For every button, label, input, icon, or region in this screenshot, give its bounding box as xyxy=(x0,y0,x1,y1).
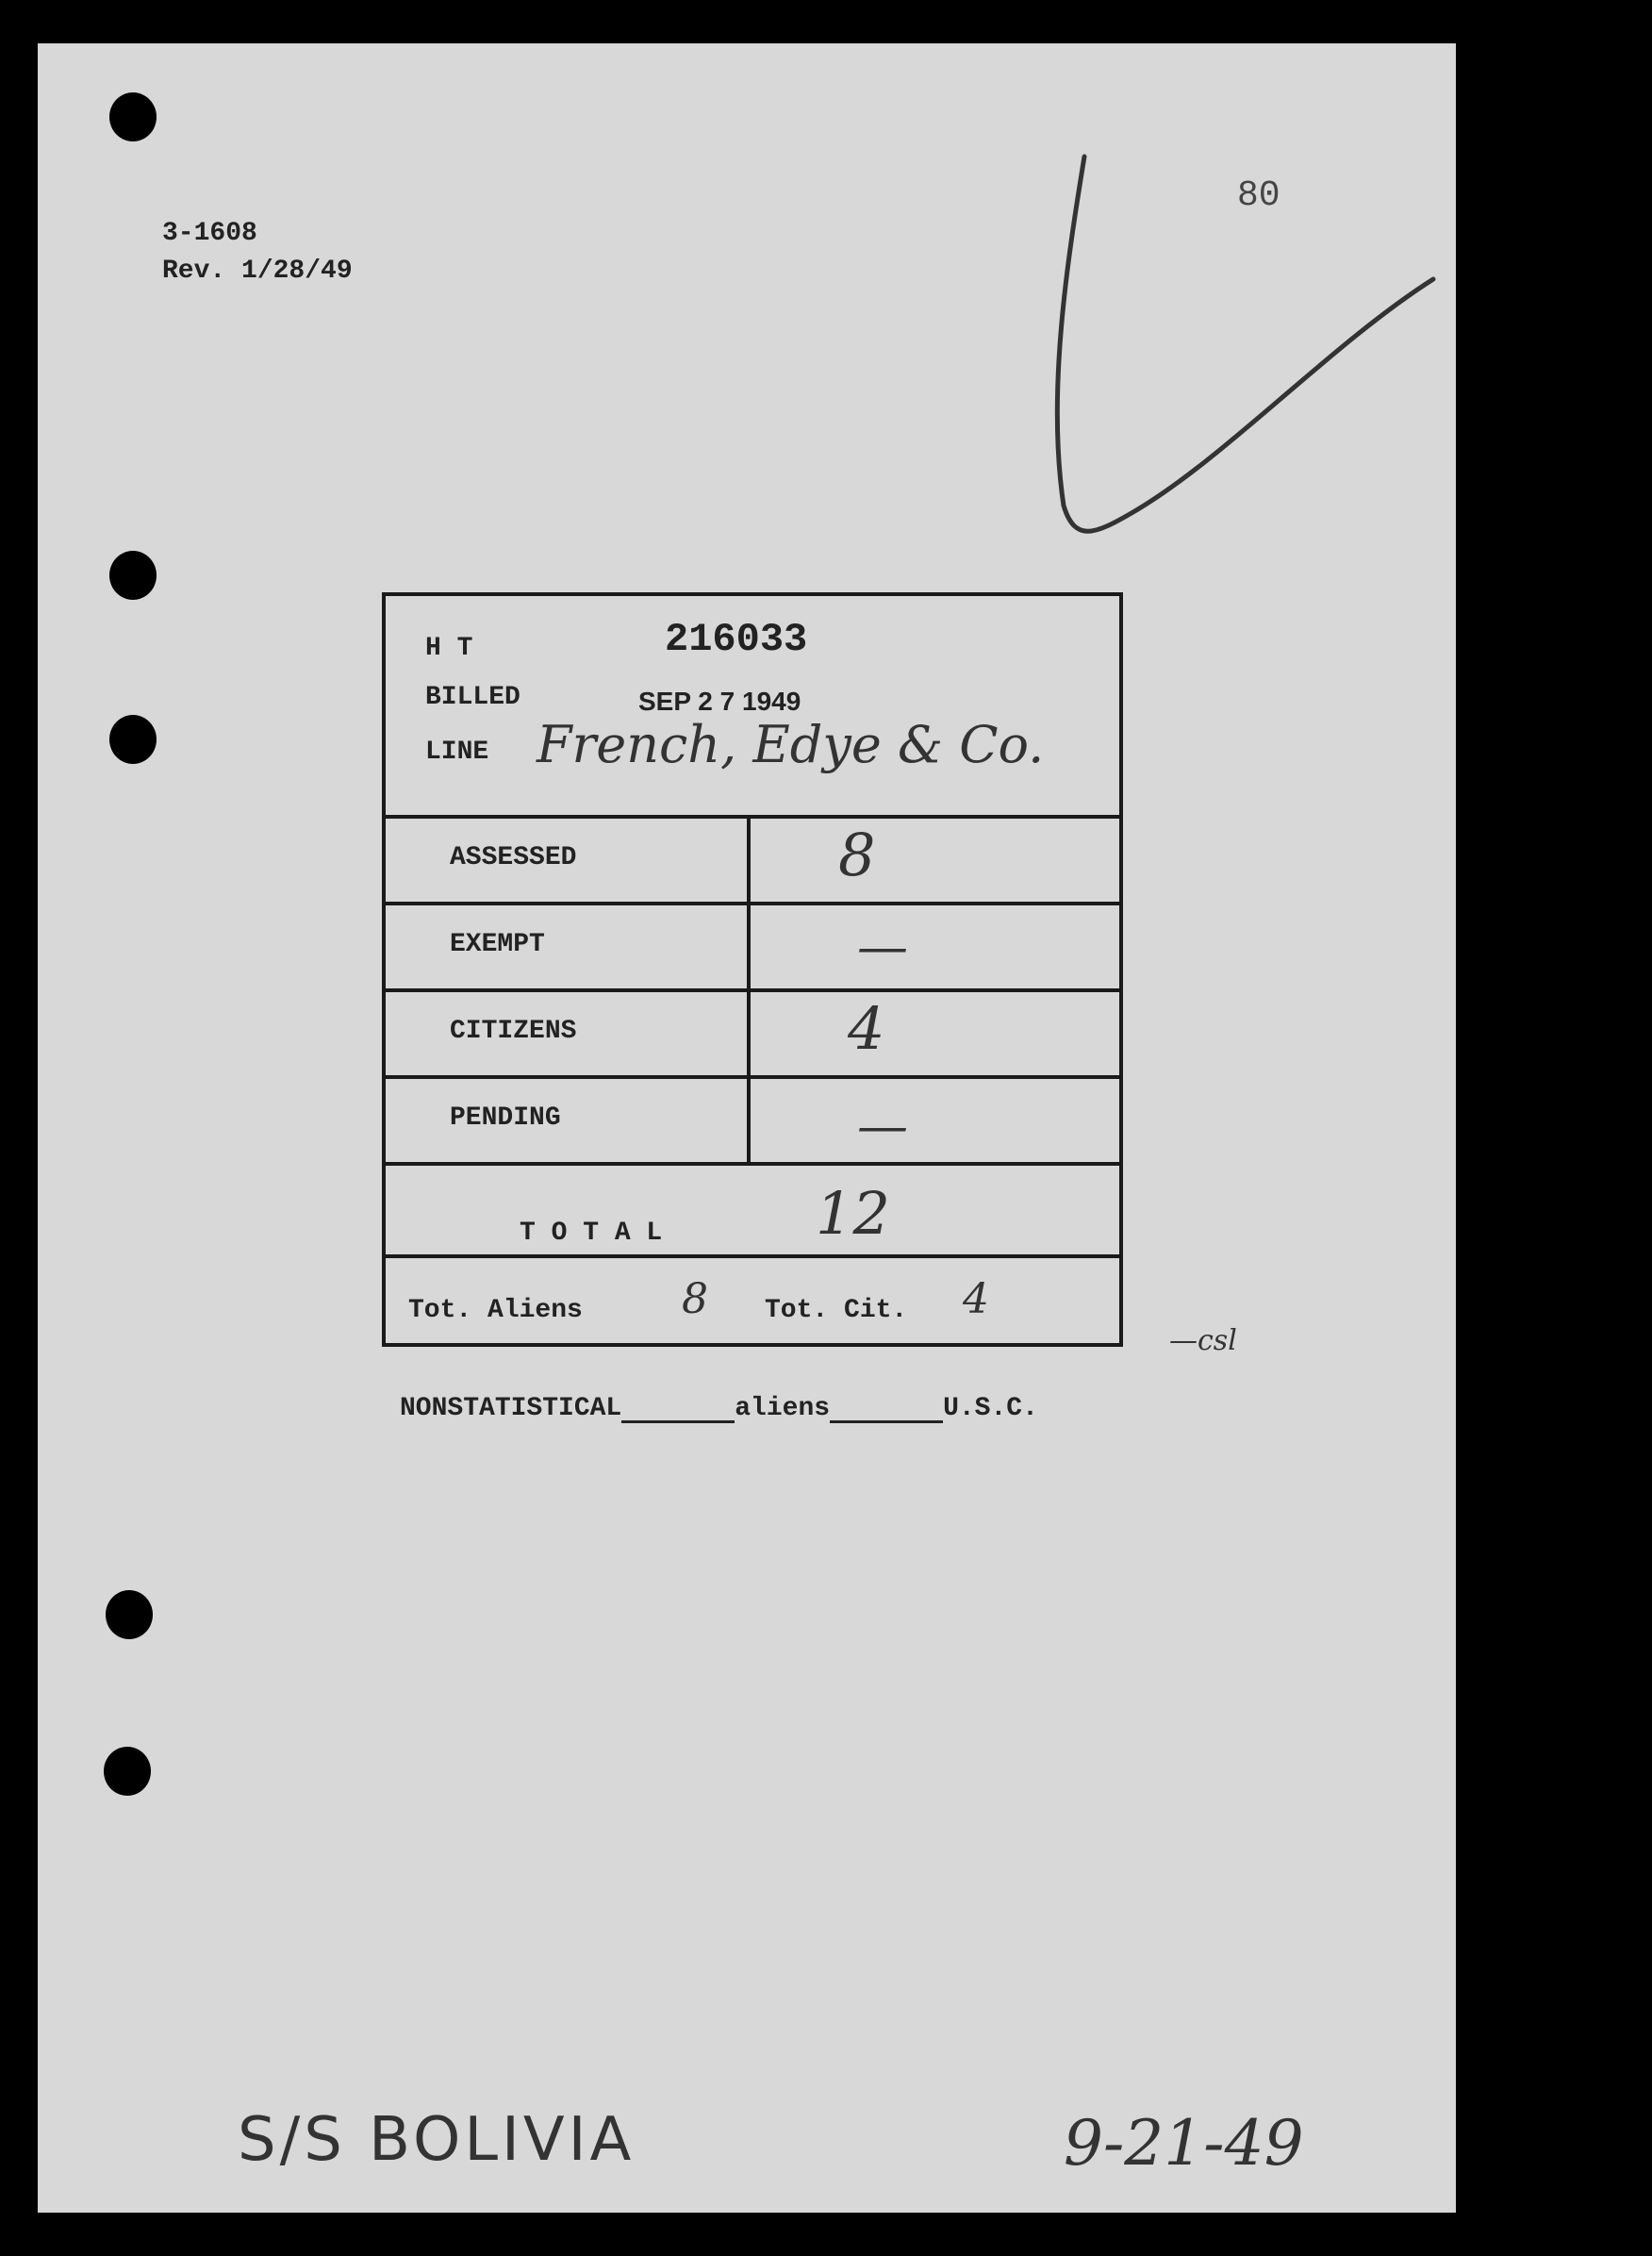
billing-form xyxy=(382,592,1123,1347)
punch-hole xyxy=(106,1590,153,1639)
billed-date-stamp: SEP 2 7 1949 xyxy=(638,687,801,716)
total-citizens-label: Tot. Cit. xyxy=(765,1296,908,1325)
document-page xyxy=(38,43,1456,2213)
row-label-pending: PENDING xyxy=(450,1103,561,1133)
line-value: French, Edye & Co. xyxy=(537,715,1045,774)
usc-blank xyxy=(830,1398,943,1423)
ship-name: S/S BOLIVIA xyxy=(238,2105,636,2175)
aliens-label: aliens xyxy=(735,1394,831,1423)
usc-label: U.S.C. xyxy=(943,1394,1038,1423)
punch-hole xyxy=(109,92,157,141)
row-value-pending: — xyxy=(857,1096,908,1155)
total-aliens-value: 8 xyxy=(682,1275,708,1323)
billed-label: BILLED xyxy=(425,683,520,712)
punch-hole xyxy=(109,551,157,600)
nonstatistical-line xyxy=(400,1394,1038,1423)
aliens-blank xyxy=(621,1398,735,1423)
row-value-assessed: 8 xyxy=(838,821,876,889)
revision-date: Rev. 1/28/49 xyxy=(162,257,353,286)
punch-hole xyxy=(109,715,157,764)
total-value: 12 xyxy=(816,1179,890,1248)
row-label-exempt: EXEMPT xyxy=(450,930,545,959)
ht-label: H T xyxy=(425,634,473,663)
total-citizens-value: 4 xyxy=(963,1275,989,1323)
line-label: LINE xyxy=(425,738,489,767)
page-number: 80 xyxy=(1237,175,1280,216)
row-label-citizens: CITIZENS xyxy=(450,1017,577,1046)
nonstatistical-label: NONSTATISTICAL xyxy=(400,1394,622,1423)
handwritten-date: 9-21-49 xyxy=(1064,2107,1304,2180)
row-value-exempt: — xyxy=(857,917,908,976)
row-value-citizens: 4 xyxy=(848,994,885,1063)
ht-number: 216033 xyxy=(665,617,808,662)
punch-hole xyxy=(104,1747,151,1796)
row-label-assessed: ASSESSED xyxy=(450,843,577,872)
total-aliens-label: Tot. Aliens xyxy=(408,1296,583,1325)
check-mark-icon xyxy=(1009,147,1452,581)
form-id: 3-1608 xyxy=(162,219,257,248)
margin-initials: —csl xyxy=(1169,1324,1237,1357)
total-label: T O T A L xyxy=(520,1219,663,1248)
